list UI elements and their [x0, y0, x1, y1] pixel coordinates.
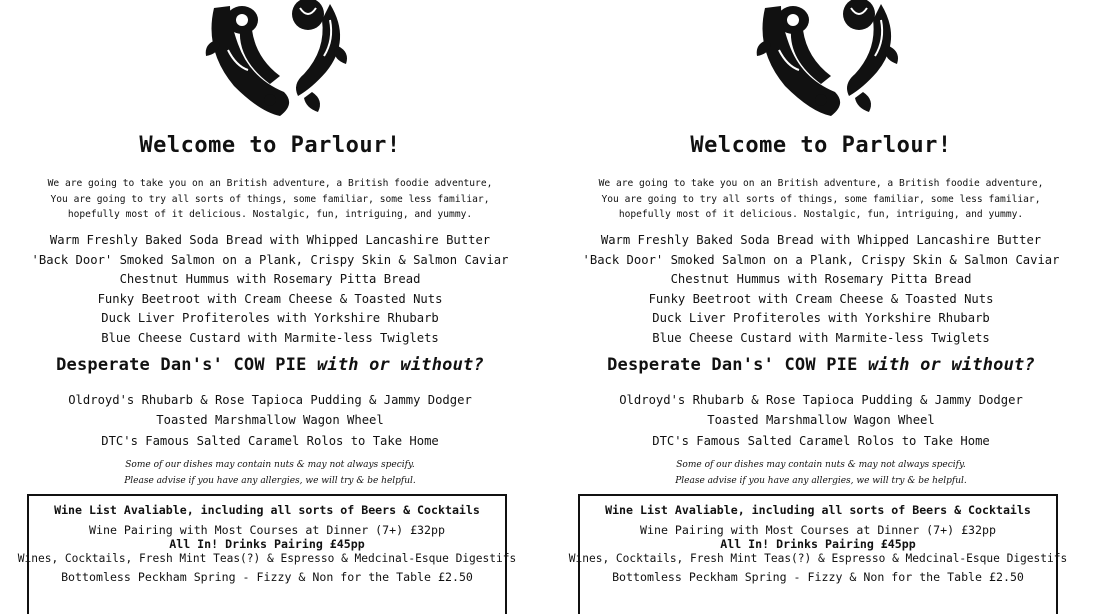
cow-pie-heading — [0, 355, 540, 375]
dish-item: Warm Freshly Baked Soda Bread with Whipped Lancashire Butter — [600, 233, 1042, 247]
intro-line: We are going to take you on an British adventure, a British foodie adventure, — [598, 178, 1044, 189]
all-in-pairing-line: All In! Drinks Pairing £45pp — [720, 537, 916, 551]
intro-line: hopefully most of it delicious. Nostalgic, fun, intriguing, and yummy. — [67, 209, 473, 220]
dessert-item: DTC's Famous Salted Caramel Rolos to Take Home — [101, 433, 439, 448]
intro-line: We are going to take you on an British adventure, a British foodie adventure, — [47, 178, 493, 189]
dessert-item: Toasted Marshmallow Wagon Wheel — [156, 413, 384, 428]
wine-pairing-line: Wine Pairing with Most Courses at Dinner (7+) £32pp — [89, 523, 445, 537]
dish-item: Duck Liver Profiteroles with Yorkshire Rhubarb — [652, 311, 990, 326]
dessert-item: Oldroyd's Rhubarb & Rose Tapioca Pudding & Jammy Dodger — [68, 393, 472, 407]
drinks-box — [568, 494, 1068, 614]
drinks-heading: Wine List Avaliable, including all sorts of Beers & Cocktails — [54, 503, 480, 517]
wine-pairing-line: Wine Pairing with Most Courses at Dinner (7+) £32pp — [640, 523, 996, 537]
dish-list — [10, 231, 530, 349]
dessert-item: Toasted Marshmallow Wagon Wheel — [707, 413, 935, 428]
bottomless-water-line: Bottomless Peckham Spring - Fizzy & Non for the Table £2.50 — [612, 570, 1024, 584]
dish-item: Chestnut Hummus with Rosemary Pitta Bread — [670, 272, 972, 287]
allergy-line: Please advise if you have any allergies, we will try & be helpful. — [124, 476, 416, 486]
dessert-list — [10, 390, 530, 451]
dish-item: Duck Liver Profiteroles with Yorkshire Rhubarb — [101, 311, 439, 326]
drinks-box — [17, 494, 517, 614]
cow-pie-main: Desperate Dan's' COW PIE — [607, 355, 868, 375]
menu-panel-right — [551, 0, 1091, 592]
allergy-line: Some of our dishes may contain nuts & may not always specify. — [125, 460, 415, 470]
intro-line: You are going to try all sorts of things, some familiar, some less familiar, — [50, 193, 490, 205]
dish-item: Funky Beetroot with Cream Cheese & Toasted Nuts — [648, 291, 994, 306]
cow-pie-main: Desperate Dan's' COW PIE — [56, 355, 317, 375]
dish-item: Warm Freshly Baked Soda Bread with Whipped Lancashire Butter — [49, 233, 491, 247]
menu-title: Welcome to Parlour! — [690, 133, 952, 158]
pairing-includes-line: Wines, Cocktails, Fresh Mint Teas(?) & Espresso & Medcinal-Esque Digestifs — [568, 552, 1068, 565]
allergy-note — [20, 457, 520, 489]
dish-item: Blue Cheese Custard with Marmite-less Twiglets — [101, 330, 439, 345]
allergy-line: Some of our dishes may contain nuts & may not always specify. — [676, 460, 966, 470]
menu-title: Welcome to Parlour! — [139, 133, 401, 158]
dish-list — [561, 231, 1081, 349]
dish-item: 'Back Door' Smoked Salmon on a Plank, Crispy Skin & Salmon Caviar — [31, 252, 509, 267]
allergy-line: Please advise if you have any allergies, we will try & be helpful. — [675, 476, 967, 486]
dessert-list — [561, 390, 1081, 451]
dish-item: Blue Cheese Custard with Marmite-less Twiglets — [652, 330, 990, 345]
cow-pie-question: with or without? — [867, 355, 1035, 375]
bottomless-water-line: Bottomless Peckham Spring - Fizzy & Non for the Table £2.50 — [61, 570, 473, 584]
intro-text — [20, 176, 520, 223]
floral-letter-p-logo-icon — [751, 0, 911, 122]
dish-item: 'Back Door' Smoked Salmon on a Plank, Crispy Skin & Salmon Caviar — [582, 252, 1060, 267]
dessert-item: Oldroyd's Rhubarb & Rose Tapioca Pudding & Jammy Dodger — [619, 393, 1023, 407]
cow-pie-question: with or without? — [316, 355, 484, 375]
intro-line: You are going to try all sorts of things, some familiar, some less familiar, — [601, 193, 1041, 205]
dessert-item: DTC's Famous Salted Caramel Rolos to Take Home — [652, 433, 990, 448]
dish-item: Chestnut Hummus with Rosemary Pitta Bread — [119, 272, 421, 287]
drinks-heading: Wine List Avaliable, including all sorts of Beers & Cocktails — [605, 503, 1031, 517]
intro-text — [571, 176, 1071, 223]
dish-item: Funky Beetroot with Cream Cheese & Toasted Nuts — [97, 291, 443, 306]
pairing-includes-line: Wines, Cocktails, Fresh Mint Teas(?) & Espresso & Medcinal-Esque Digestifs — [17, 552, 517, 565]
intro-line: hopefully most of it delicious. Nostalgic, fun, intriguing, and yummy. — [618, 209, 1024, 220]
floral-letter-p-logo-icon — [200, 0, 360, 122]
menu-panel-left — [0, 0, 540, 592]
all-in-pairing-line: All In! Drinks Pairing £45pp — [169, 537, 365, 551]
allergy-note — [571, 457, 1071, 489]
cow-pie-heading — [551, 355, 1091, 375]
